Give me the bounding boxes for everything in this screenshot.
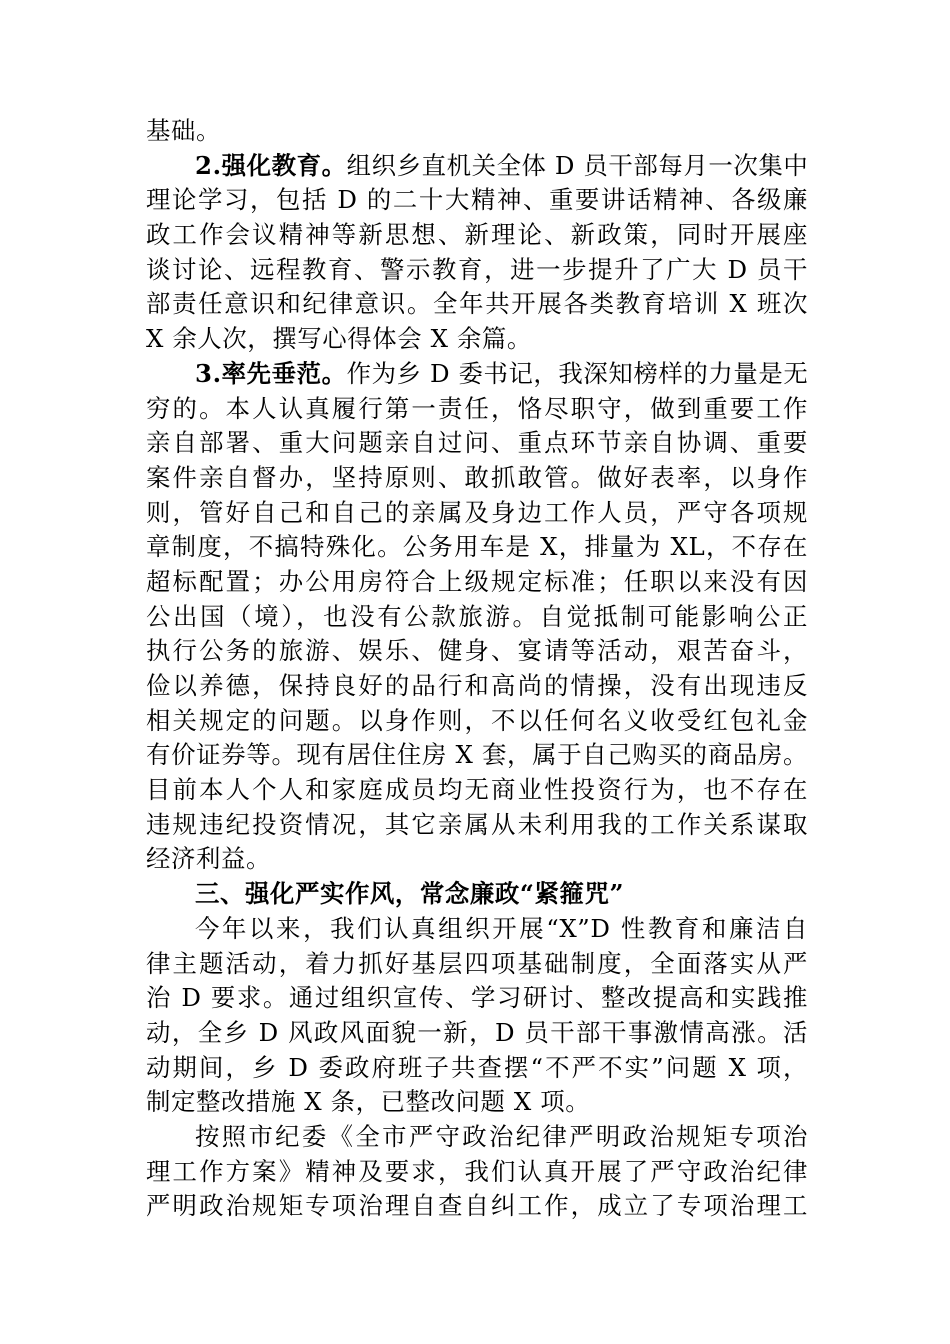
text-line: 俭以养德，保持良好的品行和高尚的情操，没有出现违反 xyxy=(146,671,808,700)
text-line: 案件亲自督办，坚持原则、敢抓敢管。做好表率，以身作 xyxy=(146,462,808,492)
text-line: 亲自部署、重大问题亲自过问、重点环节亲自协调、重要 xyxy=(146,428,808,458)
text-line: 基础。 xyxy=(146,116,221,145)
text-line xyxy=(146,357,808,392)
paragraph-lead-title: 2.强化教育。 xyxy=(195,150,347,180)
section-heading: 三、强化严实作风，常念廉政“紧箍咒” xyxy=(195,879,625,909)
text-line: 公出国（境），也没有公款旅游。自觉抵制可能影响公正 xyxy=(146,601,808,631)
text-line: 违规违纪投资情况，其它亲属从未利用我的工作关系谋取 xyxy=(146,809,808,839)
paragraph-strengthen-education xyxy=(146,149,808,357)
text-line: X 余人次，撰写心得体会 X 余篇。 xyxy=(146,324,532,354)
text-line: 经济利益。 xyxy=(146,844,271,874)
text-line: 动期间，乡 D 委政府班子共查摆“不严不实”问题 X 项， xyxy=(146,1052,808,1082)
text-line: 章制度，不搞特殊化。公务用车是 X，排量为 XL，不存在 xyxy=(146,532,808,562)
text-line: 理工作方案》精神及要求，我们认真开展了严守政治纪律 xyxy=(146,1156,808,1186)
text-line: 动，全乡 D 风政风面貌一新，D 员干部干事激情高涨。活 xyxy=(146,1017,808,1047)
text-line: 理论学习，包括 D 的二十大精神、重要讲话精神、各级廉 xyxy=(146,185,808,215)
text-line: 律主题活动，着力抓好基层四项基础制度，全面落实从严 xyxy=(146,948,808,978)
text-line: 部责任意识和纪律意识。全年共开展各类教育培训 X 班次 xyxy=(146,289,808,319)
section-heading-three xyxy=(146,877,808,912)
text-line: 按照市纪委《全市严守政治纪律严明政治规矩专项治 xyxy=(195,1121,808,1151)
text-run: 组织乡直机关全体 D 员干部每月一次集中 xyxy=(346,150,809,180)
text-line: 穷的。本人认真履行第一责任，恪尽职守，做到重要工作 xyxy=(146,393,808,423)
text-run: 作为乡 D 委书记，我深知榜样的力量是无 xyxy=(346,358,809,388)
text-line: 目前本人个人和家庭成员均无商业性投资行为，也不存在 xyxy=(146,775,808,805)
paragraph-education-campaign xyxy=(146,912,808,1120)
paragraph-lead-title: 3.率先垂范。 xyxy=(195,358,347,388)
text-line: 今年以来，我们认真组织开展“X”D 性教育和廉洁自 xyxy=(195,913,808,943)
text-line: 政工作会议精神等新思想、新理论、新政策，同时开展座 xyxy=(146,220,808,250)
text-line xyxy=(146,149,808,184)
text-line: 超标配置；办公用房符合上级规定标准；任职以来没有因 xyxy=(146,566,808,596)
text-line: 执行公务的旅游、娱乐、健身、宴请等活动，艰苦奋斗， xyxy=(146,636,808,666)
text-line: 制定整改措施 X 条，已整改问题 X 项。 xyxy=(146,1087,591,1117)
paragraph-continuation xyxy=(146,114,808,149)
text-line: 有价证券等。现有居住住房 X 套，属于自己购买的商品房。 xyxy=(146,740,808,770)
paragraph-lead-by-example xyxy=(146,357,808,877)
text-line: 相关规定的问题。以身作则，不以任何名义收受红包礼金 xyxy=(146,705,808,735)
document-page xyxy=(146,114,808,1224)
text-line: 严明政治规矩专项治理自查自纠工作，成立了专项治理工 xyxy=(146,1191,808,1221)
text-line: 谈讨论、远程教育、警示教育，进一步提升了广大 D 员干 xyxy=(146,254,808,284)
paragraph-special-governance xyxy=(146,1120,808,1224)
text-line: 治 D 要求。通过组织宣传、学习研讨、整改提高和实践推 xyxy=(146,983,808,1013)
text-line: 则，管好自己和自己的亲属及身边工作人员，严守各项规 xyxy=(146,497,808,527)
